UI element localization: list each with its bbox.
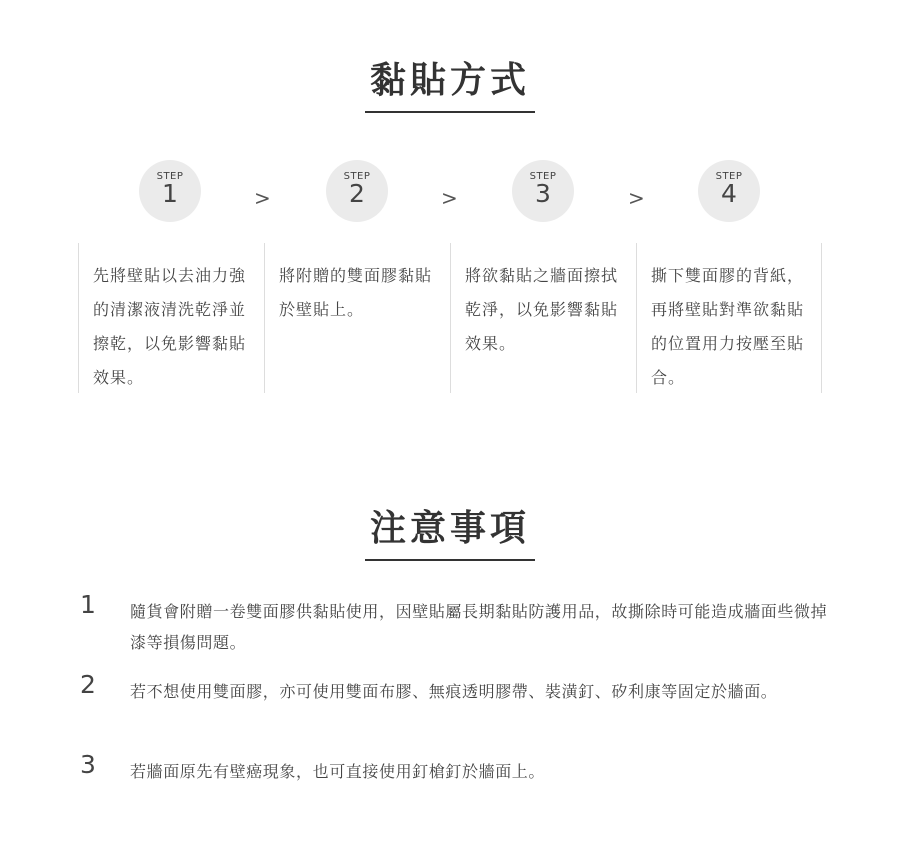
step-description-2: 將附贈的雙面膠黏貼於壁貼上。 — [264, 243, 450, 393]
chevron-right-icon: > — [628, 186, 645, 210]
page-title: 黏貼方式 — [365, 52, 535, 113]
step-label: STEP — [156, 171, 184, 182]
note-text: 若不想使用雙面膠，亦可使用雙面布膠、無痕透明膠帶、裝潢釘、矽利康等固定於牆面。 — [130, 682, 778, 701]
step-description-3: 將欲黏貼之牆面擦拭乾淨，以免影響黏貼效果。 — [450, 243, 636, 393]
note-number: 3 — [80, 750, 96, 779]
notes-title: 注意事項 — [365, 500, 535, 561]
step-number: 4 — [721, 179, 737, 208]
note-number: 2 — [80, 670, 96, 699]
step-descriptions — [78, 243, 822, 393]
note-text: 若牆面原先有壁癌現象，也可直接使用釘槍釘於牆面上。 — [130, 762, 546, 781]
step-badge-3 — [512, 160, 574, 222]
step-label: STEP — [529, 171, 557, 182]
note-text: 隨貨會附贈一卷雙面膠供黏貼使用，因壁貼屬長期黏貼防護用品，故撕除時可能造成牆面些微掉漆等損傷問題。 — [130, 602, 828, 652]
step-number: 1 — [162, 179, 178, 208]
step-number: 2 — [349, 179, 365, 208]
chevron-right-icon: > — [441, 186, 458, 210]
step-badge-4 — [698, 160, 760, 222]
step-description-4: 撕下雙面膠的背紙，再將壁貼對準欲黏貼的位置用力按壓至貼合。 — [636, 243, 822, 393]
step-number: 3 — [535, 179, 551, 208]
section-title-application — [0, 52, 900, 113]
chevron-right-icon: > — [254, 186, 271, 210]
note-number: 1 — [80, 590, 96, 619]
step-description-1: 先將壁貼以去油力強的清潔液清洗乾淨並擦乾，以免影響黏貼效果。 — [78, 243, 264, 393]
step-badge-1 — [139, 160, 201, 222]
section-title-notes — [0, 500, 900, 561]
step-label: STEP — [343, 171, 371, 182]
step-badge-2 — [326, 160, 388, 222]
step-label: STEP — [715, 171, 743, 182]
